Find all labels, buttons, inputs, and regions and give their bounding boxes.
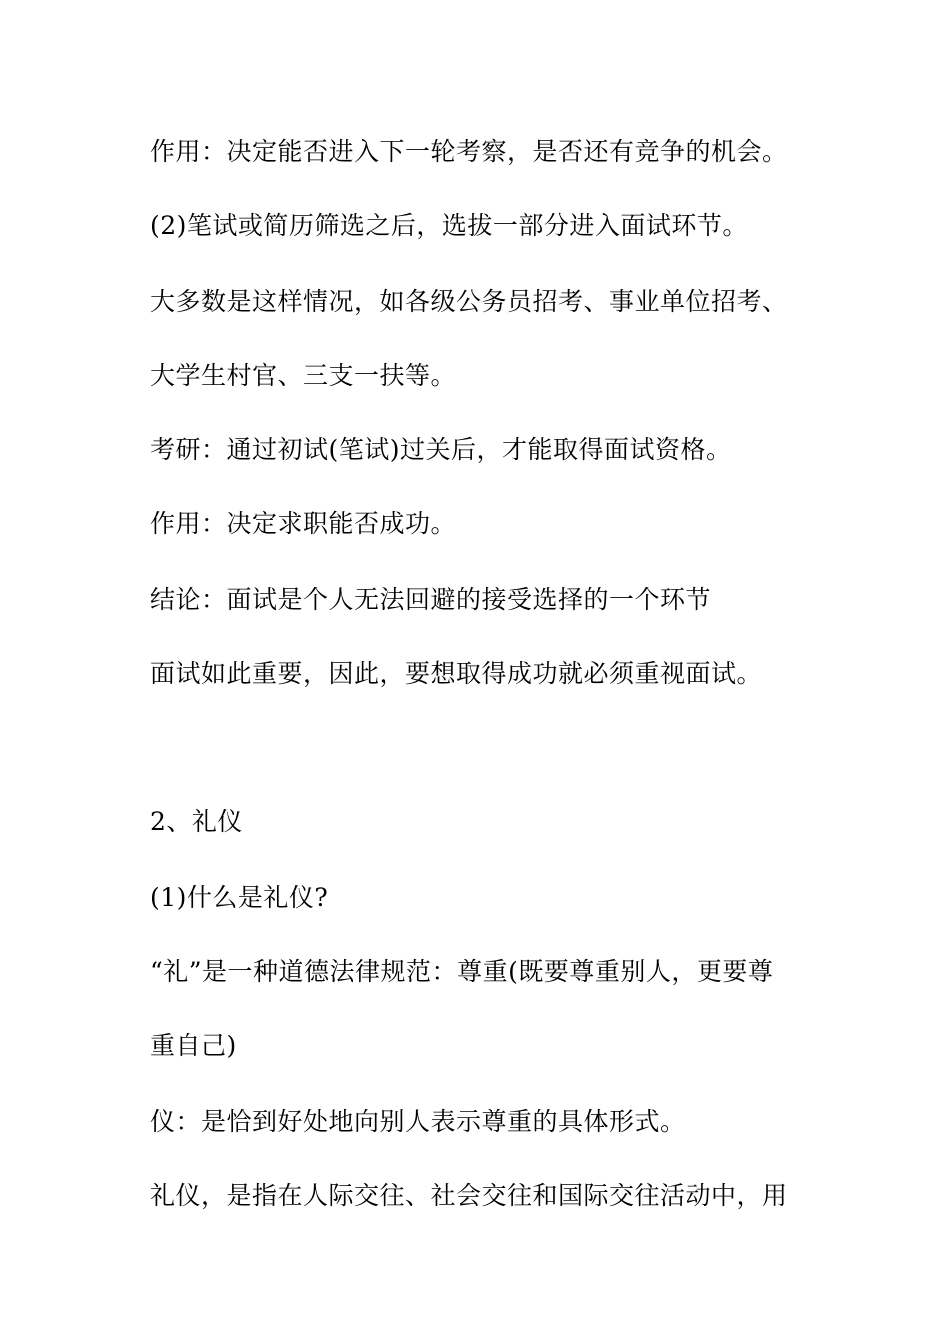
text-line: 礼仪，是指在人际交往、社会交往和国际交往活动中，用 [150,1181,788,1210]
text-line: 作用：决定能否进入下一轮考察，是否还有竞争的机会。 [150,137,788,166]
text-line: 结论：面试是个人无法回避的接受选择的一个环节 [150,585,712,614]
text-line: 重自己) [150,1031,237,1060]
text-line: 仪：是恰到好处地向别人表示尊重的具体形式。 [150,1107,686,1136]
text-line: 考研：通过初试(笔试)过关后，才能取得面试资格。 [150,435,732,464]
text-line: “礼”是一种道德法律规范：尊重(既要尊重别人，更要尊 [150,957,774,986]
text-line: 大多数是这样情况，如各级公务员招考、事业单位招考、 [150,287,788,316]
text-line: 大学生村官、三支一扶等。 [150,361,457,390]
text-line: 面试如此重要，因此，要想取得成功就必须重视面试。 [150,659,763,688]
text-line: 作用：决定求职能否成功。 [150,509,457,538]
section-heading: 2、礼仪 [150,807,243,836]
text-line: (2)笔试或简历筛选之后，选拔一部分进入面试环节。 [150,211,748,240]
subsection-heading: (1)什么是礼仪? [150,883,329,912]
